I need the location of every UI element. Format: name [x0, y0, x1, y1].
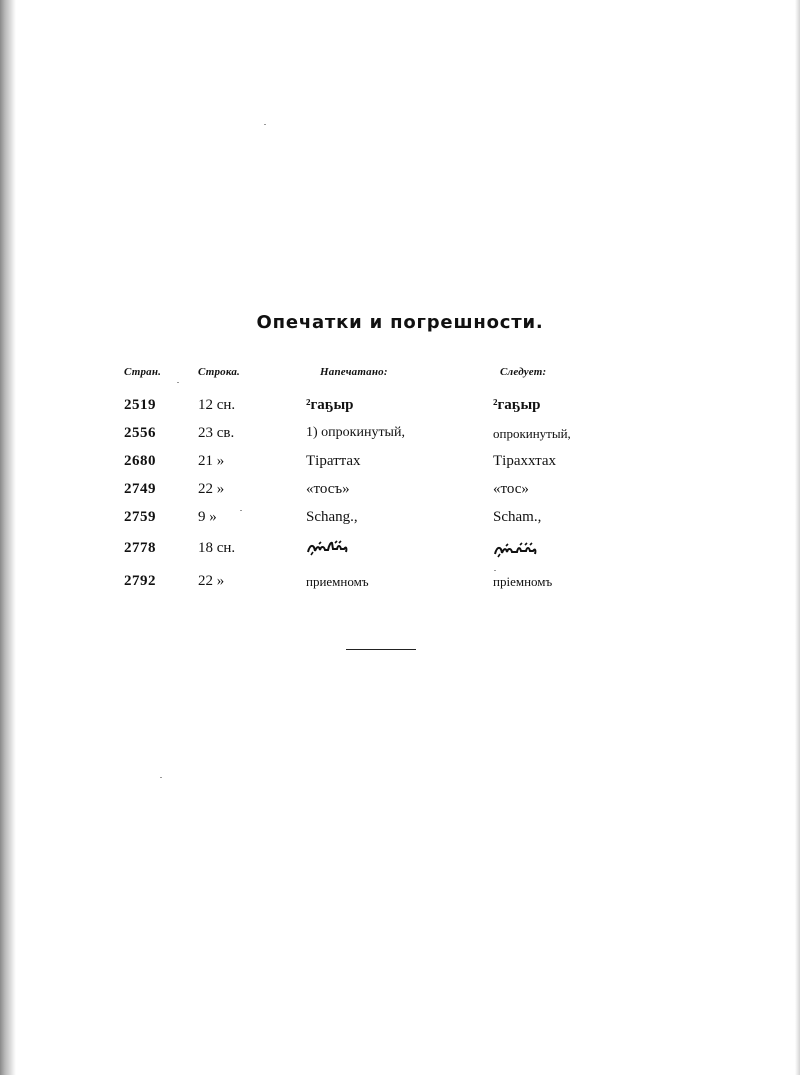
scan-speck [177, 382, 179, 383]
cell-should: ²гаҕыр [493, 397, 541, 413]
column-header-page: Стран. [124, 366, 162, 378]
cell-line: 22 » [198, 573, 225, 589]
cell-page: 2759 [124, 509, 156, 525]
cell-printed: приемномъ [306, 574, 369, 589]
cell-printed: Тіраттах [306, 453, 361, 469]
cell-page: 2778 [124, 540, 156, 556]
cell-should: опрокинутый, [493, 426, 571, 441]
cell-should: пріемномъ [493, 574, 553, 589]
cell-printed: 1) опрокинутый, [306, 425, 405, 440]
cell-line: 21 » [198, 453, 225, 469]
cell-printed: «тосъ» [306, 481, 350, 497]
cell-should: Scham., [493, 509, 542, 525]
cell-line: 22 » [198, 481, 225, 497]
cell-page: 2519 [124, 397, 156, 413]
cell-line: 23 св. [198, 425, 235, 441]
page-left-edge-shadow [0, 0, 16, 1075]
cell-printed: ²гаҕыр [306, 397, 354, 413]
cell-page: 2680 [124, 453, 156, 469]
column-header-line: Строка. [198, 366, 241, 378]
page-title: Опечатки и погрешности. [256, 312, 544, 333]
cell-page: 2749 [124, 481, 156, 497]
closing-rule [346, 649, 416, 650]
script-glyph-should-icon [493, 540, 537, 560]
cell-line: 12 сн. [198, 397, 236, 413]
cell-printed: Schang., [306, 509, 358, 525]
column-header-printed: Напечатано: [320, 366, 388, 378]
cell-line: 9 » [198, 509, 217, 525]
scan-speck [264, 124, 266, 125]
scan-speck [160, 777, 162, 778]
cell-page: 2556 [124, 425, 156, 441]
cell-should: «тос» [493, 481, 529, 497]
scan-speck [240, 510, 242, 511]
script-glyph-printed-icon [306, 538, 348, 558]
cell-line: 18 сн. [198, 540, 236, 556]
column-header-should: Следует: [500, 366, 547, 378]
scan-speck [494, 570, 496, 571]
cell-page: 2792 [124, 573, 156, 589]
page-right-edge-shadow [795, 0, 800, 1075]
cell-should: Тіраххтах [493, 453, 557, 469]
